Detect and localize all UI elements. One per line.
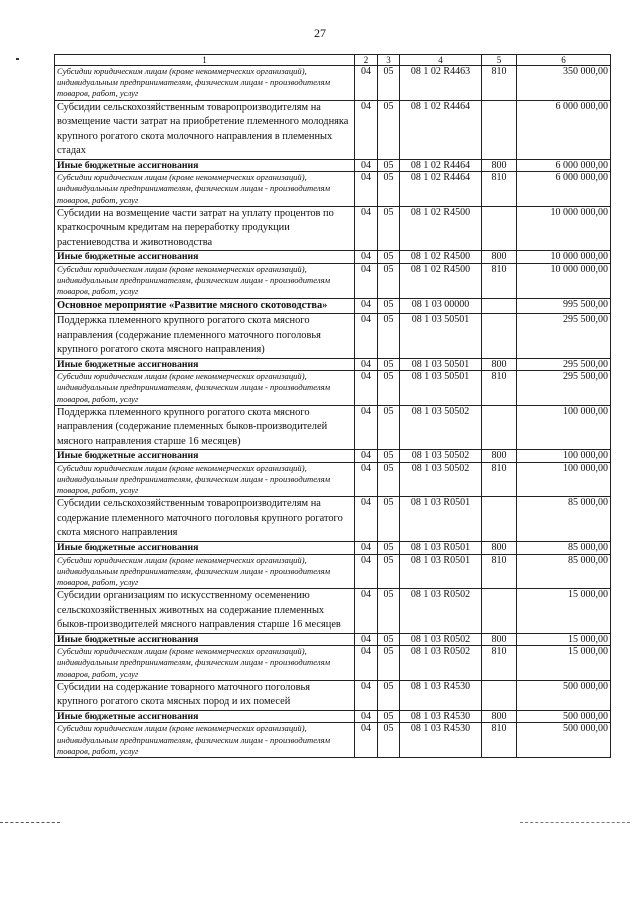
amount-cell: 15 000,00 [517, 646, 611, 681]
amount-cell: 350 000,00 [517, 66, 611, 101]
subsection-code-cell: 05 [378, 405, 400, 450]
table-row [55, 172, 611, 207]
section-code-cell: 04 [355, 554, 378, 589]
table-row [55, 541, 611, 554]
subsection-code-cell: 05 [378, 554, 400, 589]
table-row [55, 66, 611, 101]
target-article-cell: 08 1 03 50502 [400, 450, 482, 463]
amount-cell: 295 500,00 [517, 314, 611, 359]
row-name-cell: Субсидии юридическим лицам (кроме некоммерческих организаций), индивидуальным предпринимателям, физическим лицам - производителям товаров, работ, услуг [55, 462, 355, 497]
expense-type-cell: 800 [482, 358, 517, 371]
row-name-cell: Субсидии на возмещение части затрат на уплату процентов по краткосрочным кредитам на переработку продукции растениеводства и животноводства [55, 206, 355, 251]
expense-type-cell [482, 497, 517, 542]
section-code-cell: 04 [355, 251, 378, 264]
section-code-cell: 04 [355, 462, 378, 497]
section-code-cell: 04 [355, 172, 378, 207]
target-article-cell: 08 1 03 50501 [400, 371, 482, 406]
expense-type-cell: 810 [482, 646, 517, 681]
subsection-code-cell: 05 [378, 541, 400, 554]
subsection-code-cell: 05 [378, 646, 400, 681]
subsection-code-cell: 05 [378, 462, 400, 497]
subsection-code-cell: 05 [378, 159, 400, 172]
expense-type-cell: 800 [482, 251, 517, 264]
subsection-code-cell: 05 [378, 371, 400, 406]
section-code-cell: 04 [355, 723, 378, 758]
row-name-cell: Субсидии сельскохозяйственным товаропроизводителям на содержание племенного маточного поголовья крупного рогатого скота мясного направления [55, 497, 355, 542]
expense-type-cell: 800 [482, 710, 517, 723]
section-code-cell: 04 [355, 710, 378, 723]
table-row [55, 263, 611, 298]
subsection-code-cell: 05 [378, 251, 400, 264]
target-article-cell: 08 1 03 00000 [400, 298, 482, 314]
subsection-code-cell: 05 [378, 298, 400, 314]
amount-cell: 500 000,00 [517, 723, 611, 758]
table-header-row [55, 55, 611, 66]
table-row [55, 633, 611, 646]
section-code-cell: 04 [355, 589, 378, 634]
section-code-cell: 04 [355, 371, 378, 406]
amount-cell: 85 000,00 [517, 554, 611, 589]
target-article-cell: 08 1 02 R4464 [400, 172, 482, 207]
expense-type-cell: 800 [482, 450, 517, 463]
expense-type-cell [482, 100, 517, 159]
row-name-cell: Иные бюджетные ассигнования [55, 251, 355, 264]
amount-cell: 100 000,00 [517, 462, 611, 497]
expense-type-cell: 810 [482, 172, 517, 207]
table-row [55, 159, 611, 172]
row-name-cell: Субсидии организациям по искусственному осеменению сельскохозяйственных животных на содержание племенных быков-производителей мясного направления старше 16 месяцев [55, 589, 355, 634]
expense-type-cell: 800 [482, 633, 517, 646]
table-row [55, 251, 611, 264]
header-cell: 1 [55, 55, 355, 66]
row-name-cell: Субсидии юридическим лицам (кроме некоммерческих организаций), индивидуальным предпринимателям, физическим лицам - производителям товаров, работ, услуг [55, 263, 355, 298]
header-cell: 5 [482, 55, 517, 66]
table-row [55, 710, 611, 723]
expense-type-cell: 810 [482, 554, 517, 589]
table-row [55, 358, 611, 371]
subsection-code-cell: 05 [378, 206, 400, 251]
row-name-cell: Субсидии на содержание товарного маточного поголовья крупного рогатого скота мясных пород и их помесей [55, 680, 355, 710]
expense-type-cell [482, 405, 517, 450]
amount-cell: 6 000 000,00 [517, 172, 611, 207]
section-code-cell: 04 [355, 541, 378, 554]
section-code-cell: 04 [355, 298, 378, 314]
target-article-cell: 08 1 03 R0501 [400, 554, 482, 589]
section-code-cell: 04 [355, 314, 378, 359]
amount-cell: 15 000,00 [517, 589, 611, 634]
expense-type-cell: 810 [482, 723, 517, 758]
expense-type-cell: 810 [482, 462, 517, 497]
subsection-code-cell: 05 [378, 66, 400, 101]
target-article-cell: 08 1 03 R4530 [400, 680, 482, 710]
table-row [55, 723, 611, 758]
expense-type-cell [482, 298, 517, 314]
target-article-cell: 08 1 02 R4500 [400, 263, 482, 298]
row-name-cell: Субсидии сельскохозяйственным товаропроизводителям на возмещение части затрат на приобретение племенного молодняка крупного рогатого скота молочного направления в племенных стадах [55, 100, 355, 159]
target-article-cell: 08 1 03 50501 [400, 314, 482, 359]
subsection-code-cell: 05 [378, 100, 400, 159]
target-article-cell: 08 1 02 R4500 [400, 206, 482, 251]
subsection-code-cell: 05 [378, 589, 400, 634]
target-article-cell: 08 1 03 R0502 [400, 646, 482, 681]
table-row [55, 405, 611, 450]
expense-type-cell: 810 [482, 263, 517, 298]
row-name-cell: Основное мероприятие «Развитие мясного скотоводства» [55, 298, 355, 314]
row-name-cell: Субсидии юридическим лицам (кроме некоммерческих организаций), индивидуальным предпринимателям, физическим лицам - производителям товаров, работ, услуг [55, 172, 355, 207]
table-row [55, 450, 611, 463]
row-name-cell: Иные бюджетные ассигнования [55, 159, 355, 172]
table-row [55, 497, 611, 542]
footer-dash-right [520, 822, 630, 823]
expense-type-cell: 810 [482, 371, 517, 406]
expense-type-cell: 800 [482, 159, 517, 172]
row-name-cell: Субсидии юридическим лицам (кроме некоммерческих организаций), индивидуальным предпринимателям, физическим лицам - производителям товаров, работ, услуг [55, 646, 355, 681]
header-cell: 2 [355, 55, 378, 66]
section-code-cell: 04 [355, 646, 378, 681]
row-name-cell: Иные бюджетные ассигнования [55, 541, 355, 554]
section-code-cell: 04 [355, 633, 378, 646]
target-article-cell: 08 1 03 50502 [400, 405, 482, 450]
row-name-cell: Иные бюджетные ассигнования [55, 633, 355, 646]
table-row [55, 462, 611, 497]
expense-type-cell: 800 [482, 541, 517, 554]
table-row [55, 100, 611, 159]
target-article-cell: 08 1 03 50502 [400, 462, 482, 497]
amount-cell: 85 000,00 [517, 497, 611, 542]
subsection-code-cell: 05 [378, 263, 400, 298]
amount-cell: 10 000 000,00 [517, 251, 611, 264]
amount-cell: 15 000,00 [517, 633, 611, 646]
table-row [55, 298, 611, 314]
section-code-cell: 04 [355, 100, 378, 159]
target-article-cell: 08 1 02 R4464 [400, 159, 482, 172]
section-code-cell: 04 [355, 450, 378, 463]
section-code-cell: 04 [355, 159, 378, 172]
table-row [55, 554, 611, 589]
row-name-cell: Поддержка племенного крупного рогатого скота мясного направления (содержание племенных быков-производителей мясного направления старше 16 месяцев) [55, 405, 355, 450]
row-name-cell: Субсидии юридическим лицам (кроме некоммерческих организаций), индивидуальным предпринимателям, физическим лицам - производителям товаров, работ, услуг [55, 66, 355, 101]
page-number: 27 [314, 26, 326, 40]
subsection-code-cell: 05 [378, 723, 400, 758]
amount-cell: 10 000 000,00 [517, 206, 611, 251]
subsection-code-cell: 05 [378, 314, 400, 359]
table-row [55, 680, 611, 710]
margin-mark [16, 58, 19, 60]
subsection-code-cell: 05 [378, 710, 400, 723]
header-cell: 6 [517, 55, 611, 66]
amount-cell: 500 000,00 [517, 710, 611, 723]
table-body [55, 55, 611, 758]
amount-cell: 100 000,00 [517, 450, 611, 463]
row-name-cell: Субсидии юридическим лицам (кроме некоммерческих организаций), индивидуальным предпринимателям, физическим лицам - производителям товаров, работ, услуг [55, 371, 355, 406]
subsection-code-cell: 05 [378, 172, 400, 207]
header-cell: 3 [378, 55, 400, 66]
target-article-cell: 08 1 03 R0502 [400, 633, 482, 646]
header-cell: 4 [400, 55, 482, 66]
amount-cell: 295 500,00 [517, 371, 611, 406]
target-article-cell: 08 1 03 R0501 [400, 541, 482, 554]
section-code-cell: 04 [355, 680, 378, 710]
target-article-cell: 08 1 02 R4463 [400, 66, 482, 101]
table-row [55, 589, 611, 634]
subsection-code-cell: 05 [378, 450, 400, 463]
target-article-cell: 08 1 03 R4530 [400, 710, 482, 723]
row-name-cell: Иные бюджетные ассигнования [55, 358, 355, 371]
row-name-cell: Субсидии юридическим лицам (кроме некоммерческих организаций), индивидуальным предпринимателям, физическим лицам - производителям товаров, работ, услуг [55, 554, 355, 589]
expense-type-cell [482, 680, 517, 710]
subsection-code-cell: 05 [378, 633, 400, 646]
footer-dash-left [0, 822, 60, 823]
table-row [55, 371, 611, 406]
amount-cell: 295 500,00 [517, 358, 611, 371]
expense-type-cell [482, 206, 517, 251]
amount-cell: 995 500,00 [517, 298, 611, 314]
amount-cell: 10 000 000,00 [517, 263, 611, 298]
section-code-cell: 04 [355, 206, 378, 251]
row-name-cell: Поддержка племенного крупного рогатого скота мясного направления (содержание племенного маточного поголовья крупного рогатого скота мясного направления) [55, 314, 355, 359]
target-article-cell: 08 1 03 R0502 [400, 589, 482, 634]
table-row [55, 206, 611, 251]
section-code-cell: 04 [355, 66, 378, 101]
target-article-cell: 08 1 03 R0501 [400, 497, 482, 542]
table-row [55, 646, 611, 681]
expense-type-cell [482, 314, 517, 359]
section-code-cell: 04 [355, 358, 378, 371]
subsection-code-cell: 05 [378, 680, 400, 710]
section-code-cell: 04 [355, 405, 378, 450]
row-name-cell: Иные бюджетные ассигнования [55, 450, 355, 463]
row-name-cell: Иные бюджетные ассигнования [55, 710, 355, 723]
target-article-cell: 08 1 03 R4530 [400, 723, 482, 758]
section-code-cell: 04 [355, 497, 378, 542]
expense-type-cell: 810 [482, 66, 517, 101]
table-row [55, 314, 611, 359]
budget-table [54, 54, 611, 758]
amount-cell: 100 000,00 [517, 405, 611, 450]
target-article-cell: 08 1 03 50501 [400, 358, 482, 371]
subsection-code-cell: 05 [378, 497, 400, 542]
amount-cell: 85 000,00 [517, 541, 611, 554]
amount-cell: 500 000,00 [517, 680, 611, 710]
row-name-cell: Субсидии юридическим лицам (кроме некоммерческих организаций), индивидуальным предпринимателям, физическим лицам - производителям товаров, работ, услуг [55, 723, 355, 758]
amount-cell: 6 000 000,00 [517, 100, 611, 159]
expense-type-cell [482, 589, 517, 634]
subsection-code-cell: 05 [378, 358, 400, 371]
target-article-cell: 08 1 02 R4464 [400, 100, 482, 159]
section-code-cell: 04 [355, 263, 378, 298]
target-article-cell: 08 1 02 R4500 [400, 251, 482, 264]
amount-cell: 6 000 000,00 [517, 159, 611, 172]
